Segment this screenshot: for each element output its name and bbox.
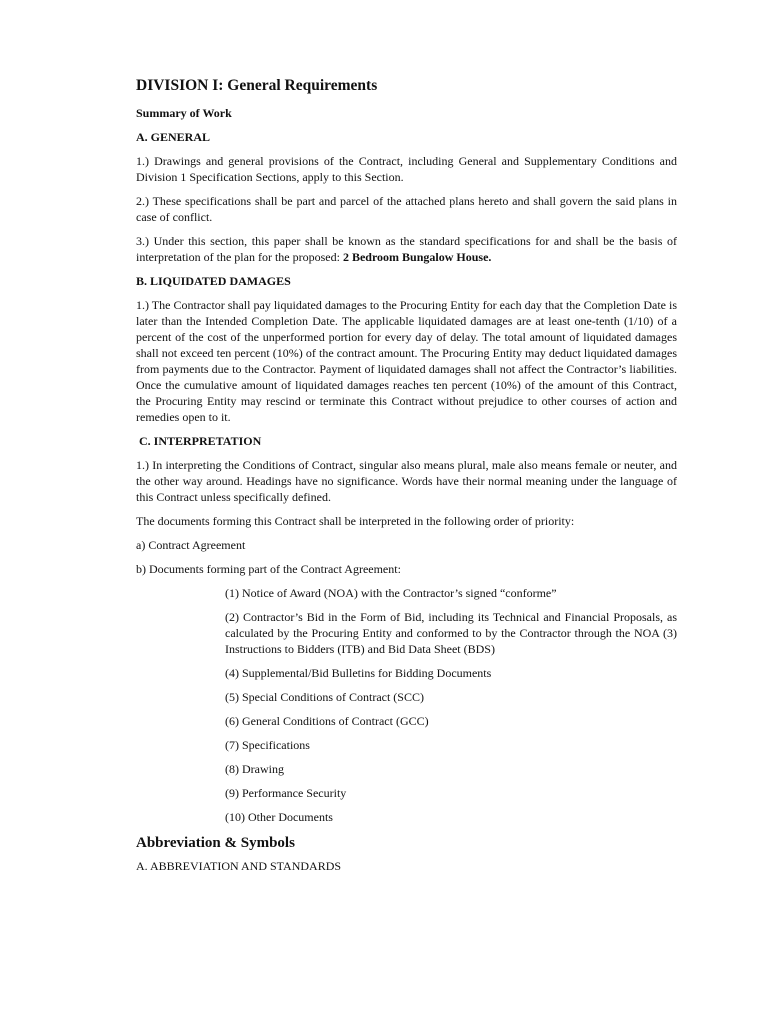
sub-list-item: (10) Other Documents [225,810,333,824]
section-liquidated-heading: B. LIQUIDATED DAMAGES [136,274,291,288]
sub-list-item: (8) Drawing [225,762,284,776]
priority-sublist [225,585,677,825]
sub-list-item: (7) Specifications [225,738,310,752]
project-name: 2 Bedroom Bungalow House. [342,250,492,264]
abbreviations-subheading: A. ABBREVIATION AND STANDARDS [136,859,342,873]
sub-list-item: (2) Contractor’s Bid in the Form of Bid, including its Technical and Financial Proposals, as calculated by the Procuring Entity and conformed to by the Contractor through the NOA (3) Instructions to Bidders (ITB) and Bid Data Sheet (BDS) [225,610,677,656]
general-paragraph-3 [136,233,677,265]
sub-list-item: (1) Notice of Award (NOA) with the Contractor’s signed “conforme” [225,586,557,600]
interpretation-paragraph-1: 1.) In interpreting the Conditions of Contract, singular also means plural, male also means female or neuter, and the other way around. Headings have no significance. Words have their normal meaning under the language of this Contract unless specifically defined. [136,458,677,504]
interpretation-paragraph-2: The documents forming this Contract shall be interpreted in the following order of priority: [136,514,575,528]
document-page [136,76,677,874]
sub-list-item: (9) Performance Security [225,786,347,800]
liquidated-paragraph-1: 1.) The Contractor shall pay liquidated damages to the Procuring Entity for each day that the Completion Date is later than the Intended Completion Date. The applicable liquidated damages are at least one-tenth (1/10) of a percent of the cost of the unperformed portion for every day of delay. The total amount of liquidated damages shall not exceed ten percent (10%) of the contract amount. The Procuring Entity may deduct liquidated damages from payments due to the Contractor. Payment of liquidated damages shall not affect the Contractor’s liabilities. Once the cumulative amount of liquidated damages reaches ten percent (10%) of the amount of this Contract, the Procuring Entity may rescind or terminate this Contract without prejudice to other courses of action and remedies open to it. [136,298,677,424]
sub-list-item: (5) Special Conditions of Contract (SCC) [225,690,424,704]
document-title: DIVISION I: General Requirements [136,77,378,94]
general-paragraph-3-text: 3.) Under this section, this paper shall be known as the standard specifications for and shall be the basis of interpretation of the plan for the proposed: [136,234,677,264]
list-item-b: b) Documents forming part of the Contract Agreement: [136,562,401,576]
general-paragraph-2: 2.) These specifications shall be part and parcel of the attached plans hereto and shall govern the said plans in case of conflict. [136,194,677,224]
sub-list-item: (4) Supplemental/Bid Bulletins for Bidding Documents [225,666,492,680]
list-item-a: a) Contract Agreement [136,538,246,552]
abbreviations-heading: Abbreviation & Symbols [136,835,295,851]
general-paragraph-1: 1.) Drawings and general provisions of the Contract, including General and Supplementary Conditions and Division 1 Specification Sections, apply to this Section. [136,154,677,184]
sub-list-item: (6) General Conditions of Contract (GCC) [225,714,429,728]
section-general-heading: A. GENERAL [136,130,211,144]
summary-heading: Summary of Work [136,106,232,120]
section-interpretation-heading: C. INTERPRETATION [139,434,262,448]
